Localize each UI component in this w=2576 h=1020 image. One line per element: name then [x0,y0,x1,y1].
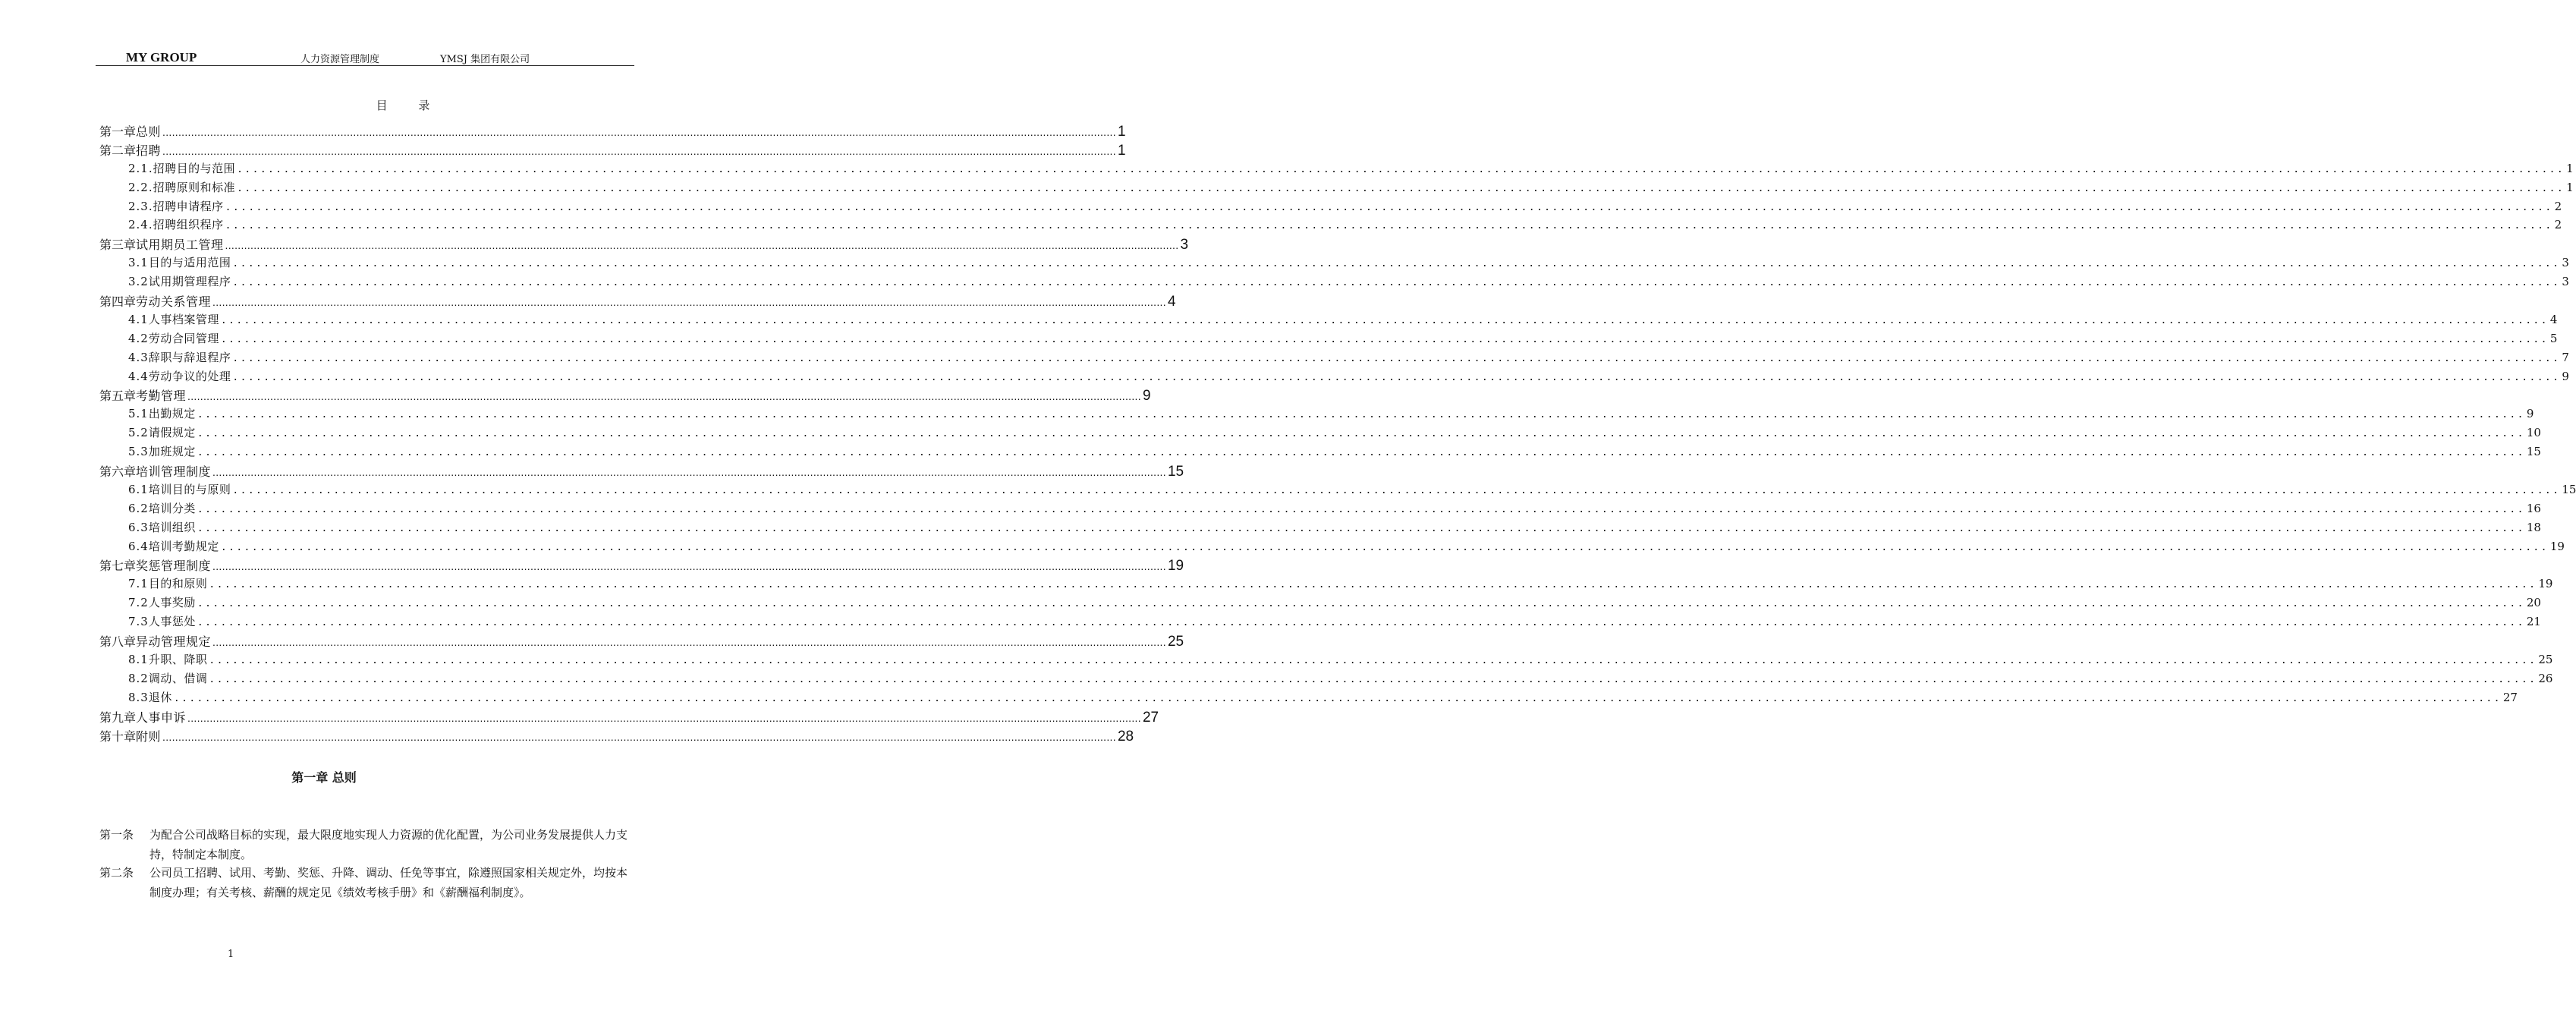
toc-entry-label: 考勤管理 [136,389,187,404]
toc-entry-number: 2.2. [128,180,153,194]
toc-entry-number: 3.2 [128,275,149,289]
toc-entry-label: 人事奖励 [148,596,196,610]
toc-section-entry[interactable] [99,538,2565,557]
toc-chapter-entry[interactable] [99,632,1184,651]
page-header [96,50,634,66]
toc-entry-page: 26 [2538,671,2553,685]
toc-entry-label: 人事申诉 [136,710,187,725]
toc-entry-label: 培训考勤规定 [148,539,219,553]
toc-entry-label: 异动管理规定 [136,634,212,650]
toc-entry-label: 招聘 [136,143,162,158]
dot-leader: ............................................................................................................................................................................................................................................................................................................ [232,484,2561,496]
dot-leader: ............................................................................................................................................................................................................................................................................................................ [220,333,2549,345]
toc-entry-page: 28 [1117,728,1134,745]
toc-section-entry[interactable] [99,273,2569,292]
dot-leader: ............................................................................................................................................................................................................................................................................................................ [237,163,2565,175]
toc-entry-number: 6.2 [128,501,149,515]
toc-entry-number: 第五章 [99,389,137,404]
toc-entry-page: 20 [2526,596,2541,610]
toc-entry-label: 请假规定 [148,426,196,440]
dot-leader: ............................................................................................................................................................................................................................................................................................................ [197,447,2525,459]
toc-entry-page: 16 [2526,501,2541,515]
header-doc-title: 人力资源管理制度 [300,54,380,65]
toc-title: 目 录 [376,99,444,112]
toc-entry-number: 6.3 [128,520,149,534]
toc-entry-label: 附则 [136,729,162,744]
table-of-contents [99,122,2576,745]
toc-entry-label: 人事档案管理 [148,312,219,326]
toc-entry-page: 1 [1117,124,1126,140]
toc-entry-page: 19 [2549,539,2565,553]
dot-leader: ............................................................................................................................................................................................................................................................................................................ [237,182,2565,194]
toc-entry-number: 3.1 [128,256,149,270]
toc-entry-page: 21 [2526,615,2541,629]
toc-entry-label: 目的与适用范围 [148,256,231,270]
toc-entry-number: 6.4 [128,539,149,553]
toc-entry-number: 4.3 [128,350,149,364]
dot-leader: ............................................................................................................................................................................................................................................................................................................ [209,654,2537,666]
toc-entry-page: 27 [2502,690,2518,704]
toc-entry-number: 6.1 [128,482,149,496]
toc-entry-label: 劳动争议的处理 [148,369,231,383]
dot-leader: ............................................................................................................................................................................................................................................................................................................ [209,579,2537,591]
toc-entry-page: 4 [1167,294,1176,310]
toc-entry-number: 第九章 [99,710,137,725]
dot-leader: ............................................................................................................................................................................................................................................................................................................ [212,296,1166,309]
dot-leader: ............................................................................................................................................................................................................................................................................................................ [197,409,2525,421]
toc-entry-page: 5 [2549,331,2558,345]
toc-entry-page: 3 [2562,275,2569,289]
toc-section-entry[interactable] [99,594,2541,613]
toc-entry-number: 5.3 [128,445,149,459]
toc-section-entry[interactable] [99,311,2558,330]
toc-section-entry[interactable] [99,651,2553,670]
toc-chapter-entry[interactable] [99,141,1126,160]
toc-entry-page: 15 [1167,464,1184,480]
dot-leader: ............................................................................................................................................................................................................................................................................................................ [225,201,2553,213]
toc-entry-page: 3 [2562,256,2569,270]
article-1 [99,825,637,864]
dot-leader: ............................................................................................................................................................................................................................................................................................................ [162,126,1116,138]
toc-entry-number: 4.1 [128,312,149,326]
toc-chapter-entry[interactable] [99,708,1159,727]
toc-section-entry[interactable] [99,349,2569,368]
dot-leader: ............................................................................................................................................................................................................................................................................................................ [225,239,1179,252]
toc-chapter-entry[interactable] [99,386,1151,405]
toc-chapter-entry[interactable] [99,235,1189,254]
toc-entry-page: 19 [1167,558,1184,575]
toc-section-entry[interactable] [99,405,2534,424]
toc-section-entry[interactable] [99,198,2562,217]
header-brand: MY GROUP [126,50,197,65]
toc-entry-page: 25 [2538,652,2553,666]
toc-entry-number: 2.1. [128,161,153,175]
dot-leader: ............................................................................................................................................................................................................................................................................................................ [197,617,2525,629]
toc-entry-number: 8.2 [128,671,149,685]
toc-entry-page: 2 [2554,218,2562,232]
dot-leader: ............................................................................................................................................................................................................................................................................................................ [187,390,1141,403]
toc-entry-page: 19 [2538,577,2553,591]
toc-entry-label: 升职、降职 [148,652,208,666]
toc-entry-label: 培训组织 [148,520,196,534]
toc-entry-page: 1 [2566,180,2574,194]
toc-section-entry[interactable] [99,670,2553,689]
dot-leader: ............................................................................................................................................................................................................................................................................................................ [173,692,2502,704]
toc-entry-number: 第八章 [99,634,137,650]
toc-entry-label: 培训目的与原则 [148,482,231,496]
toc-entry-number: 8.1 [128,652,149,666]
dot-leader: ............................................................................................................................................................................................................................................................................................................ [209,673,2537,685]
toc-section-entry[interactable] [99,368,2569,387]
toc-entry-page: 15 [2526,445,2541,459]
toc-section-entry[interactable] [99,613,2541,632]
dot-leader: ............................................................................................................................................................................................................................................................................................................ [197,598,2525,610]
dot-leader: ............................................................................................................................................................................................................................................................................................................ [232,371,2561,383]
toc-entry-label: 出勤规定 [148,407,196,421]
toc-chapter-entry[interactable] [99,556,1184,575]
dot-leader: ............................................................................................................................................................................................................................................................................................................ [232,352,2561,364]
toc-entry-page: 1 [2566,161,2574,175]
toc-section-entry[interactable] [99,689,2518,708]
toc-entry-page: 3 [1180,237,1189,253]
toc-entry-label: 调动、借调 [148,671,208,685]
toc-chapter-entry[interactable] [99,292,1176,311]
toc-entry-page: 9 [2526,407,2534,421]
toc-entry-page: 9 [2562,369,2569,383]
toc-section-entry[interactable] [99,254,2569,273]
toc-chapter-entry[interactable] [99,462,1184,481]
toc-entry-page: 9 [1142,388,1151,405]
dot-leader: ............................................................................................................................................................................................................................................................................................................ [162,730,1116,743]
toc-entry-label: 劳动关系管理 [136,294,212,310]
article-number: 第一条 [99,828,134,842]
toc-chapter-entry[interactable] [99,122,1126,141]
chapter-heading: 第一章 总则 [291,770,357,785]
toc-entry-label: 招聘目的与范围 [153,161,236,175]
dot-leader: ............................................................................................................................................................................................................................................................................................................ [225,220,2553,232]
toc-entry-page: 15 [2562,482,2576,496]
article-text: 为配合公司战略目标的实现，最大限度地实现人力资源的优化配置，为公司业务发展提供人力支持，特制定本制度。 [149,828,628,861]
article-text: 公司员工招聘、试用、考勤、奖惩、升降、调动、任免等事宜，除遵照国家相关规定外，均按本制度办理；有关考核、薪酬的规定见《绩效考核手册》和《薪酬福利制度》。 [149,866,628,899]
toc-section-entry[interactable] [99,216,2562,235]
dot-leader: ............................................................................................................................................................................................................................................................................................................ [212,466,1166,479]
toc-entry-page: 27 [1142,709,1159,726]
toc-chapter-entry[interactable] [99,727,1134,746]
toc-entry-label: 辞职与辞退程序 [148,350,231,364]
toc-entry-number: 4.2 [128,331,149,345]
toc-entry-number: 第六章 [99,464,137,480]
toc-entry-label: 总则 [136,124,162,139]
toc-entry-number: 第十章 [99,729,137,744]
toc-entry-page: 2 [2554,199,2562,213]
toc-section-entry[interactable] [99,424,2541,443]
dot-leader: ............................................................................................................................................................................................................................................................................................................ [220,314,2549,326]
toc-section-entry[interactable] [99,575,2553,594]
toc-entry-label: 培训管理制度 [136,464,212,480]
toc-entry-number: 7.3 [128,615,149,629]
toc-entry-page: 4 [2549,312,2558,326]
toc-entry-label: 目的和原则 [148,577,208,591]
toc-entry-number: 4.4 [128,369,149,383]
toc-section-entry[interactable] [99,481,2576,500]
toc-section-entry[interactable] [99,160,2574,179]
dot-leader: ............................................................................................................................................................................................................................................................................................................ [232,277,2561,289]
toc-entry-page: 7 [2562,350,2569,364]
toc-entry-number: 7.2 [128,596,149,610]
toc-entry-label: 劳动合同管理 [148,331,219,345]
toc-entry-number: 第七章 [99,559,137,574]
toc-entry-label: 退休 [148,690,172,704]
toc-entry-number: 第一章 [99,124,137,139]
toc-section-entry[interactable] [99,330,2558,349]
dot-leader: ............................................................................................................................................................................................................................................................................................................ [212,636,1166,649]
dot-leader: ............................................................................................................................................................................................................................................................................................................ [212,560,1166,573]
toc-entry-number: 5.1 [128,407,149,421]
toc-section-entry[interactable] [99,179,2574,198]
toc-entry-number: 2.3. [128,199,153,213]
dot-leader: ............................................................................................................................................................................................................................................................................................................ [232,258,2561,270]
toc-entry-number: 第二章 [99,143,137,158]
toc-entry-label: 招聘原则和标准 [153,180,236,194]
dot-leader: ............................................................................................................................................................................................................................................................................................................ [197,503,2525,515]
toc-entry-label: 试用期管理程序 [148,275,231,289]
toc-entry-page: 1 [1117,142,1126,159]
toc-entry-number: 7.1 [128,577,149,591]
toc-entry-label: 培训分类 [148,501,196,515]
toc-entry-label: 招聘组织程序 [153,218,224,232]
dot-leader: ............................................................................................................................................................................................................................................................................................................ [220,541,2549,553]
header-company: YMSJ 集团有限公司 [440,54,530,65]
toc-entry-number: 8.3 [128,690,149,704]
dot-leader: ............................................................................................................................................................................................................................................................................................................ [197,522,2525,534]
toc-entry-label: 加班规定 [148,445,196,459]
toc-entry-label: 奖惩管理制度 [136,559,212,574]
toc-section-entry[interactable] [99,443,2541,462]
article-2 [99,863,637,902]
page-number: 1 [228,949,234,960]
toc-section-entry[interactable] [99,519,2541,538]
dot-leader: ............................................................................................................................................................................................................................................................................................................ [162,144,1116,157]
dot-leader: ............................................................................................................................................................................................................................................................................................................ [187,711,1141,724]
dot-leader: ............................................................................................................................................................................................................................................................................................................ [197,428,2525,440]
toc-entry-label: 试用期员工管理 [136,238,224,253]
toc-entry-label: 人事惩处 [148,615,196,629]
toc-entry-page: 25 [1167,634,1184,650]
article-number: 第二条 [99,866,134,880]
toc-entry-page: 10 [2526,426,2541,440]
toc-entry-page: 18 [2526,520,2541,534]
toc-entry-number: 第三章 [99,238,137,253]
toc-entry-number: 5.2 [128,426,149,440]
toc-entry-number: 第四章 [99,294,137,310]
toc-entry-label: 招聘申请程序 [153,199,224,213]
toc-entry-number: 2.4. [128,218,153,232]
toc-section-entry[interactable] [99,500,2541,519]
